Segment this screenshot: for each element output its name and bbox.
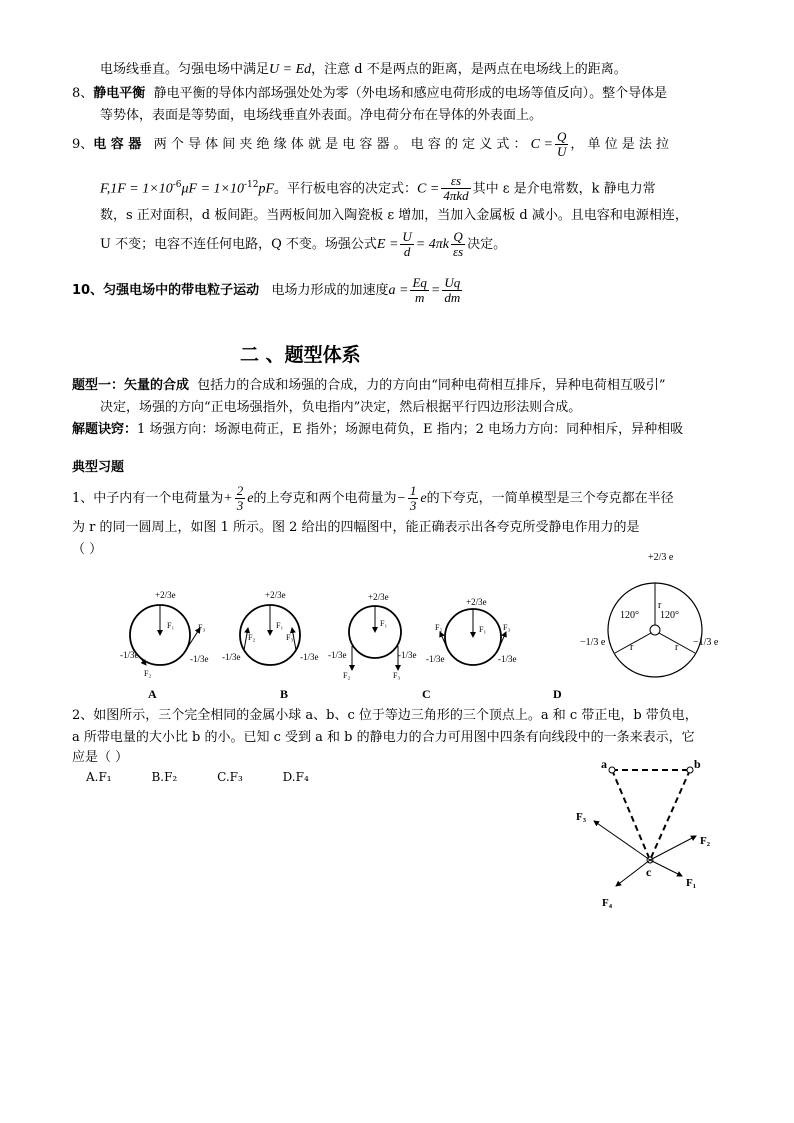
option-a-diagram xyxy=(120,590,209,678)
svg-text:-1/3e: -1/3e xyxy=(398,650,417,660)
svg-text:r: r xyxy=(630,642,634,653)
svg-text:F₃: F₃ xyxy=(286,633,294,642)
type1-line2: 决定，场强的方向“正电场强指外，负电指内”决定，然后根据平行四边形法则合成。 xyxy=(100,400,582,415)
capacitance-formula: C = xyxy=(530,137,553,152)
q2-option-b: B.F₂ xyxy=(151,770,178,784)
q1-line2: 为 r 的同一圆周上，如图 1 所示。图 2 给出的四幅图中，能正确表示出各夸克所受静电作用力的是 xyxy=(72,520,640,535)
s10-line: 10、匀强电场中的带电粒子运动 电场力形成的加速度a = $\frac{Eq}{m}$ = $\frac{Uq}{dm}$ xyxy=(72,275,461,305)
svg-text:-1/3e: -1/3e xyxy=(222,652,241,662)
q2-line2: a 所带电量的大小比 b 的小。已知 c 受到 a 和 b 的静电力的合力可用图中四条有向线段中的一条来表示，它 xyxy=(72,730,695,745)
svg-text:F₁: F₁ xyxy=(276,621,284,630)
s9-line2: $F,1F = 1\times 10^{-6}\mu F = 1\times 10^{-12}pF$。平行板电容的决定式：C = $\frac{\varepsilon s}{\text{4πkd}}$ 其中 ε 是介电常数，k 静电力常 xyxy=(100,173,656,204)
q2-option-d: D.F₄ xyxy=(282,770,309,784)
svg-text:c: c xyxy=(646,865,652,879)
svg-text:r: r xyxy=(658,600,662,611)
svg-text:F₃: F₃ xyxy=(198,623,206,632)
q2-triangle-diagram xyxy=(566,756,726,916)
q1-figures xyxy=(110,550,730,705)
q2-option-c: C.F₃ xyxy=(217,770,243,784)
svg-text:F₂: F₂ xyxy=(700,835,711,847)
s8-line2: 等势体，表面是等势面，电场线垂直外表面。净电荷分布在导体的外表面上。 xyxy=(100,108,543,123)
section-title: 二 、题型体系 xyxy=(240,344,361,366)
svg-text:+2/3e: +2/3e xyxy=(265,590,286,600)
svg-text:F₃: F₃ xyxy=(393,671,401,680)
s7-line: 电场线垂直。匀强电场中满足U = Ed，注意 d 不是两点的距离，是两点在电场线上的距离。 xyxy=(100,62,627,77)
svg-text:+2/3e: +2/3e xyxy=(368,592,389,602)
option-label-c: C xyxy=(422,687,431,701)
q2-line1: 2、如图所示，三个完全相同的金属小球 a、b、c 位于等边三角形的三个顶点上。a 和 c 带正电，b 带负电， xyxy=(72,708,698,723)
svg-text:F₄: F₄ xyxy=(602,897,613,909)
svg-text:F₂: F₂ xyxy=(144,669,152,678)
svg-text:F₁: F₁ xyxy=(380,619,388,628)
plate-capacitor-formula: $\frac{\varepsilon s}{\text{4πkd}}$ xyxy=(443,173,469,204)
typical-heading: 典型习题 xyxy=(72,460,125,475)
s8-key: 静电平衡 xyxy=(93,86,146,101)
option-b-diagram xyxy=(222,590,319,665)
option-c2-diagram xyxy=(426,597,517,665)
svg-text:F₂: F₂ xyxy=(343,671,351,680)
svg-text:-1/3e: -1/3e xyxy=(190,654,209,664)
svg-text:F₁: F₁ xyxy=(479,625,487,634)
svg-text:-1/3e: -1/3e xyxy=(328,650,347,660)
svg-text:b: b xyxy=(694,757,701,771)
svg-text:F₁: F₁ xyxy=(167,621,175,630)
q2-option-a: A.F₁ xyxy=(86,770,112,784)
svg-text:120°: 120° xyxy=(620,610,639,621)
svg-text:-1/3e: -1/3e xyxy=(426,654,445,664)
type1-line1: 题型一：矢量的合成 包括力的合成和场强的合成，力的方向由“同种电荷相互排斥，异种电荷相互吸引” xyxy=(72,378,666,393)
q2-line3: 应是（ ） xyxy=(72,750,129,765)
q1-line1: 1、中子内有一个电荷量为+ $\frac{2}{3}$ e的上夸克和两个电荷量为− $\frac{1}{3}$ e的下夸克，一简单模型是三个夸克都在半径 xyxy=(72,483,674,513)
svg-text:F₁: F₁ xyxy=(686,877,697,889)
svg-text:−1/3 e: −1/3 e xyxy=(693,637,719,648)
figure-1-diagram xyxy=(580,552,719,677)
svg-text:120°: 120° xyxy=(660,610,679,621)
option-label-d: D xyxy=(553,687,562,701)
svg-text:+2/3e: +2/3e xyxy=(155,590,176,600)
svg-text:F₂: F₂ xyxy=(248,633,256,642)
svg-text:F₂: F₂ xyxy=(435,623,443,632)
svg-text:-1/3e: -1/3e xyxy=(498,654,517,664)
tip-line: 解题诀窍：1 场强方向：场源电荷正，E 指外；场源电荷负，E 指内；2 电场力方向：同种相斥，异种相吸 xyxy=(72,422,684,437)
svg-text:-1/3e: -1/3e xyxy=(300,652,319,662)
svg-text:r: r xyxy=(675,642,679,653)
svg-text:+2/3e: +2/3e xyxy=(466,597,487,607)
svg-text:a: a xyxy=(601,757,607,771)
s8-block: 8、静电平衡 静电平衡的导体内部场强处处为零（外电场和感应电荷形成的电场等值反向）。整个导体是 xyxy=(72,86,668,101)
svg-text:F₃: F₃ xyxy=(503,623,511,632)
q1-blank: （ ） xyxy=(72,542,103,557)
q2-options xyxy=(86,770,309,784)
svg-text:F₃: F₃ xyxy=(576,811,587,823)
option-label-a: A xyxy=(148,687,157,701)
s9-line3: 数，s 正对面积，d 板间距。当两板间加入陶瓷板 ε 增加，当加入金属板 d 减小。且电容和电源相连， xyxy=(100,208,688,223)
svg-text:−1/3 e: −1/3 e xyxy=(580,637,606,648)
option-label-b: B xyxy=(280,687,289,701)
option-c-diagram xyxy=(328,592,417,680)
svg-text:+2/3 e: +2/3 e xyxy=(648,552,674,563)
svg-text:-1/3e: -1/3e xyxy=(120,650,139,660)
s9-line1: 9、电 容 器 两 个 导 体 间 夹 绝 缘 体 就 是 电 容 器 。 电 容 的 定 义 式 ： C = $\frac{Q}{U}$ ， 单 位 是 法 拉 xyxy=(72,129,670,159)
s9-line4: U 不变；电容不连任何电路，Q 不变。场强公式E = $\frac{U}{d}$ = 4πk $\frac{Q}{\varepsilon s}$ 决定。 xyxy=(100,229,507,259)
